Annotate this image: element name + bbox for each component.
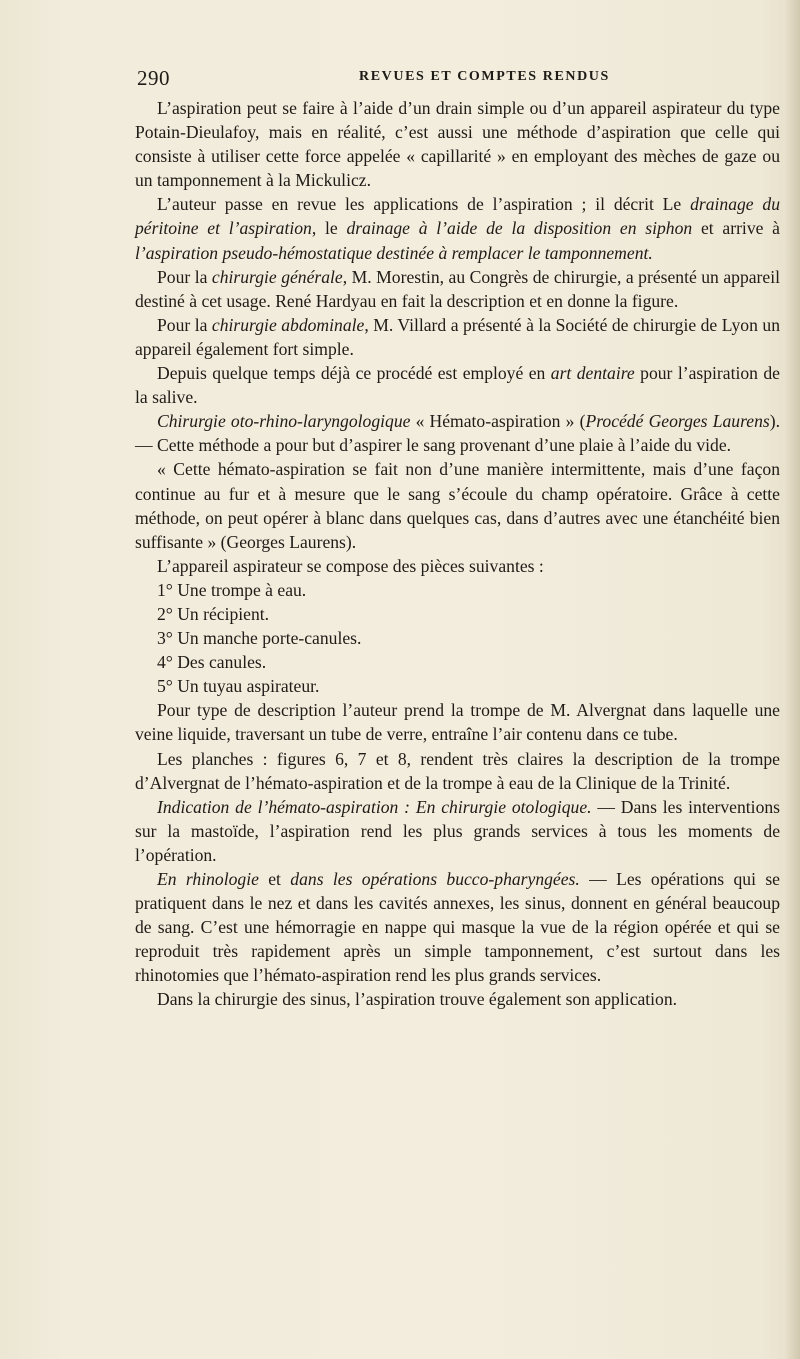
text-run: — Les opérations qui se pratiquent dans le nez et dans les cavités annexes, les sinus, donnent en général beaucoup de sang. C’est une hémorragie en nappe qui masque la vue de la région opérée et qui se reproduit très rapidement après un simple tamponnement, c’est surtout dans les rhinotomies que l’hémato-aspiration rend les plus grands services. <box>135 869 780 986</box>
text-run: Pour la <box>157 314 212 335</box>
paragraph <box>135 867 780 987</box>
running-head: REVUES ET COMPTES RENDUS <box>359 69 610 84</box>
italic-text: art dentaire <box>550 363 635 384</box>
list-item <box>135 626 780 650</box>
list-item <box>135 602 780 626</box>
text-run: ). — Cette méthode a pour but d’aspirer le sang provenant d’une plaie à l’aide du vide. <box>135 411 780 456</box>
page-number: 290 <box>137 66 170 90</box>
paragraph <box>135 409 780 457</box>
text-run: « Hémato-aspiration » ( <box>410 411 586 432</box>
text-run: Pour type de description l’auteur prend la trompe de M. Alvergnat dans laquelle une veine liquide, traversant un tube de verre, entraîne l’air contenu dans ce tube. <box>135 700 780 745</box>
text-run: L’auteur passe en revue les applications de l’aspiration ; il décrit Le <box>157 194 691 215</box>
italic-text: Procédé Georges Laurens <box>585 411 770 432</box>
paragraph <box>135 192 780 264</box>
paragraph <box>135 457 780 553</box>
text-run: L’aspiration peut se faire à l’aide d’un drain simple ou d’un appareil aspirateur du type Potain-Dieulafoy, mais en réalité, c’est aussi une méthode d’aspiration que celle qui consiste à utiliser cette force appelée « capillarité » en employant des mèches de gaze ou un tamponnement à la Mickulicz. <box>135 98 780 191</box>
page-edge <box>786 0 800 1359</box>
text-run: « Cette hémato-aspiration se fait non d’une manière intermittente, mais d’une façon continue au fur et à mesure que le sang s’écoule du champ opératoire. Grâce à cette méthode, on peut opérer à blanc dans quelques cas, dans d’autres avec une étanchéité bien suffisante » (Georges Laurens). <box>135 459 780 552</box>
paragraph <box>135 747 780 795</box>
italic-text: chirurgie générale <box>211 266 343 287</box>
page-header <box>137 66 777 90</box>
list-item <box>135 674 780 698</box>
paragraph <box>135 698 780 746</box>
text-run: , M. Villard a présenté à la Société de chirurgie de Lyon un appareil également fort simple. <box>135 314 780 359</box>
text-run: 1° Une trompe à eau. <box>157 579 307 600</box>
paragraph <box>135 795 780 867</box>
italic-text: dans les opérations bucco-pharyngées. <box>290 869 580 889</box>
article-body <box>135 96 780 1012</box>
text-run: 5° Un tuyau aspirateur. <box>157 676 320 697</box>
text-run: et <box>258 869 291 889</box>
italic-text: Indication de l’hémato-aspiration : En chirurgie otologique. <box>157 796 592 817</box>
paragraph <box>135 96 780 192</box>
italic-text: drainage à l’aide de la disposition en siphon <box>346 218 693 239</box>
text-run: et arrive à <box>692 218 780 239</box>
list-item <box>135 578 780 602</box>
paragraph <box>135 987 780 1011</box>
text-run: Les planches : figures 6, 7 et 8, rendent très claires la description de la trompe d’Alvergnat de l’hémato-aspiration et de la trompe à eau de la Clinique de la Trinité. <box>135 748 780 793</box>
paragraph <box>135 361 780 409</box>
text-run: pour l’aspiration de la salive. <box>135 363 780 408</box>
italic-text: drainage du péritoine et l’aspiration <box>135 194 780 239</box>
text-run: — Dans les interventions sur la mastoïde, l’aspiration rend les plus grands services à tous les moments de l’opération. <box>135 796 781 865</box>
italic-text: En rhinologie <box>157 869 259 889</box>
text-run: 4° Des canules. <box>157 652 267 673</box>
text-run: 3° Un manche porte-canules. <box>157 628 362 649</box>
text-run: 2° Un récipient. <box>157 603 270 624</box>
italic-text: Chirurgie oto-rhino-laryngologique <box>157 411 411 432</box>
text-run: , le <box>311 218 347 239</box>
text-run: Depuis quelque temps déjà ce procédé est employé en <box>157 363 551 384</box>
text-run: L’appareil aspirateur se compose des pièces suivantes : <box>157 555 544 576</box>
list-item <box>135 650 780 674</box>
text-run: Pour la <box>157 266 212 287</box>
paragraph <box>135 313 780 361</box>
italic-text: l’aspiration pseudo-hémostatique destinée à remplacer le tamponnement. <box>135 242 653 263</box>
text-run: Dans la chirurgie des sinus, l’aspiration trouve également son application. <box>157 989 678 1010</box>
text-run: , M. Morestin, au Congrès de chirurgie, a présenté un appareil destiné à cet usage. René Hardyau en fait la description et en donne la figure. <box>135 266 780 311</box>
paragraph <box>135 265 780 313</box>
paragraph <box>135 554 780 578</box>
italic-text: chirurgie abdominale <box>211 314 365 335</box>
